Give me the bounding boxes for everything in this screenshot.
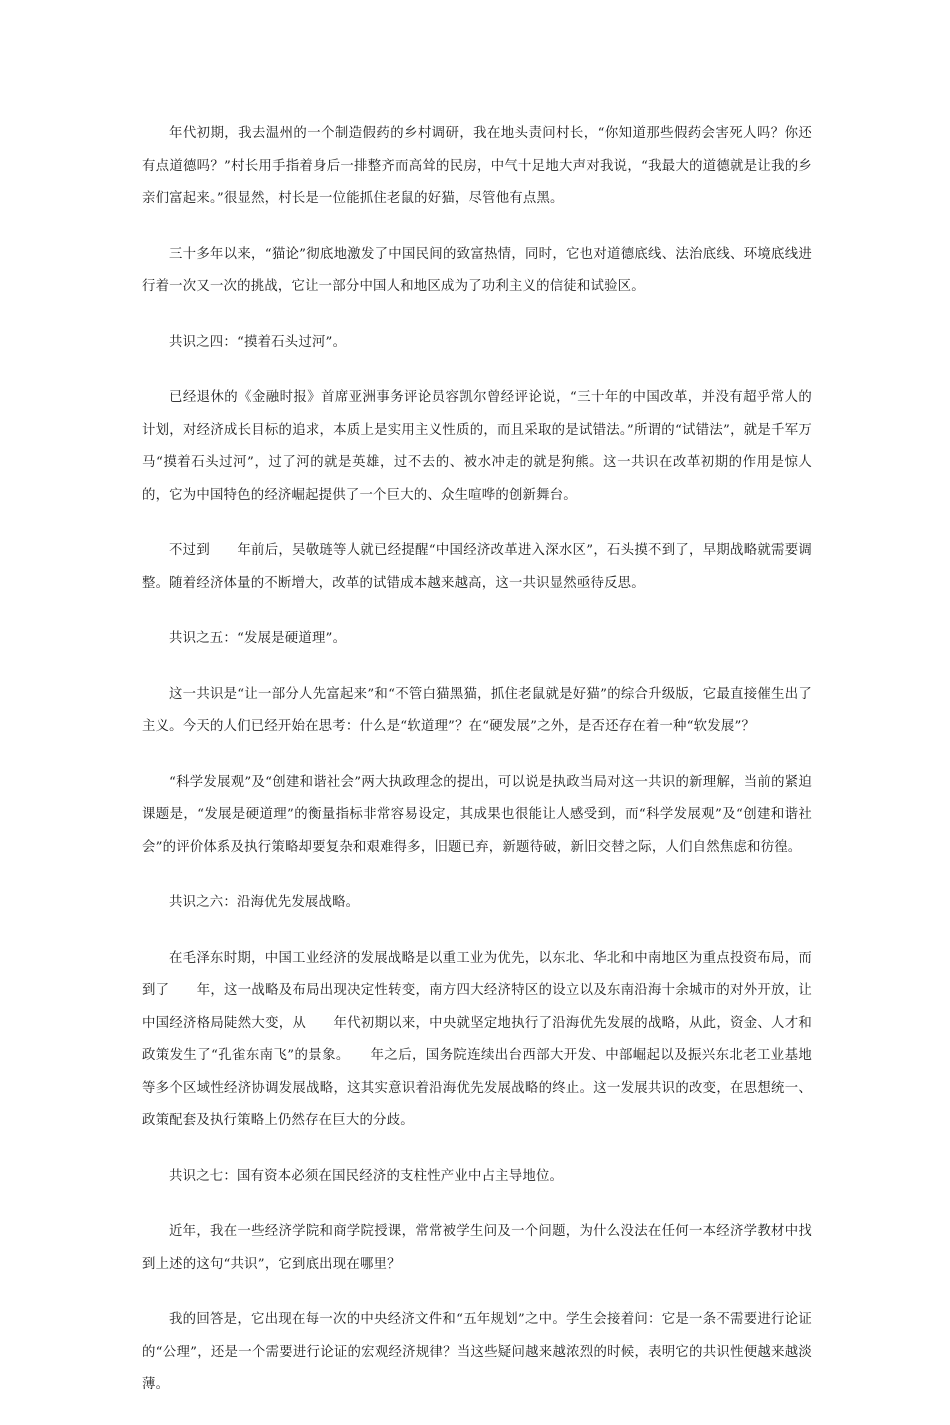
paragraph-coastal-strategy: 在毛泽东时期，中国工业经济的发展战略是以重工业为优先，以东北、华北和中南地区为重点投资布局，而到了 年，这一战略及布局出现决定性转变，南方四大经济特区的设立以及东南沿海十余城市的对外开放，让中国经济格局陡然大变，从 年代初期以来，中央就坚定地执行了沿海优先发展的战略，从此，资金、人才和政策发生了“孔雀东南飞”的景象。 年之后，国务院连续出台西部大开发、中部崛起以及振兴东北老工业基地等多个区域性经济协调发展战略，这其实意识着沿海优先发展战略的终止。这一发展共识的改变，在思想统一、政策配套及执行策略上仍然存在巨大的分歧。 xyxy=(142,950,812,1128)
consensus-six-heading: 共识之六：沿海优先发展战略。 xyxy=(169,895,360,910)
paragraph-hard-development: 这一共识是“让一部分人先富起来”和“不管白猫黑猫，抓住老鼠就是好猫”的综合升级版，它最直接催生出了 主义。今天的人们已经开始在思考：什么是“软道理”？在“硬发展”之外，是否还存在着一种“软发展”？ xyxy=(142,686,840,734)
paragraph-scientific-development: “科学发展观”及“创建和谐社会”两大执政理念的提出，可以说是执政当局对这一共识的新理解，当前的紧迫课题是，“发展是硬道理”的衡量指标非常容易设定，其成果也很能让人感受到，而“科学发展观”及“创建和谐社会”的评价体系及执行策略却要复杂和艰难得多，旧题已弃，新题待破，新旧交替之际，人们自然焦虑和彷徨。 xyxy=(142,774,812,855)
consensus-four-heading: 共识之四：“摸着石头过河”。 xyxy=(169,334,347,350)
paragraph-trial-and-error: 已经退休的《金融时报》首席亚洲事务评论员容凯尔曾经评论说，“三十年的中国改革，并没有超乎常人的计划，对经济成长目标的追求，本质上是实用主义性质的，而且采取的是试错法。”所谓的“试错法”，就是千军万马“摸着石头过河”，过了河的就是英雄，过不去的、被水冲走的就是狗熊。这一共识在改革初期的作用是惊人的，它为中国特色的经济崛起提供了一个巨大的、众生喧哗的创新舞台。 xyxy=(142,390,812,503)
paragraph-cat-theory: 三十多年以来，“猫论”彻底地激发了中国民间的致富热情，同时，它也对道德底线、法治底线、环境底线进行着一次又一次的挑战，它让一部分中国人和地区成为了功利主义的信徒和试验区。 xyxy=(142,246,812,294)
paragraph-deep-water: 不过到 年前后，吴敬琏等人就已经提醒“中国经济改革进入深水区”，石头摸不到了，早期战略就需要调整。随着经济体量的不断增大，改革的试错成本越来越高，这一共识显然亟待反思。 xyxy=(142,543,812,591)
paragraph-answer: 我的回答是，它出现在每一次的中央经济文件和“五年规划”之中。学生会接着问：它是一条不需要进行论证的“公理”，还是一个需要进行论证的宏观经济规律？当这些疑问越来越浓烈的时候，表明它的共识性便越来越淡薄。 xyxy=(142,1312,812,1392)
article-body xyxy=(142,118,840,1425)
paragraph-village-chief: 年代初期，我去温州的一个制造假药的乡村调研，我在地头责问村长，“你知道那些假药会害死人吗？你还有点道德吗？”村长用手指着身后一排整齐而高耸的民房，中气十足地大声对我说，“我最大的道德就是让我的乡亲们富起来。”很显然，村长是一位能抓住老鼠的好猫，尽管他有点黑。 xyxy=(142,126,812,206)
consensus-five-heading: 共识之五：“发展是硬道理”。 xyxy=(169,631,347,646)
paragraph-student-question: 近年，我在一些经济学院和商学院授课，常常被学生问及一个问题，为什么没法在任何一本经济学教材中找到上述的这句“共识”，它到底出现在哪里？ xyxy=(142,1224,812,1272)
consensus-seven-heading: 共识之七：国有资本必须在国民经济的支柱性产业中占主导地位。 xyxy=(169,1168,564,1184)
